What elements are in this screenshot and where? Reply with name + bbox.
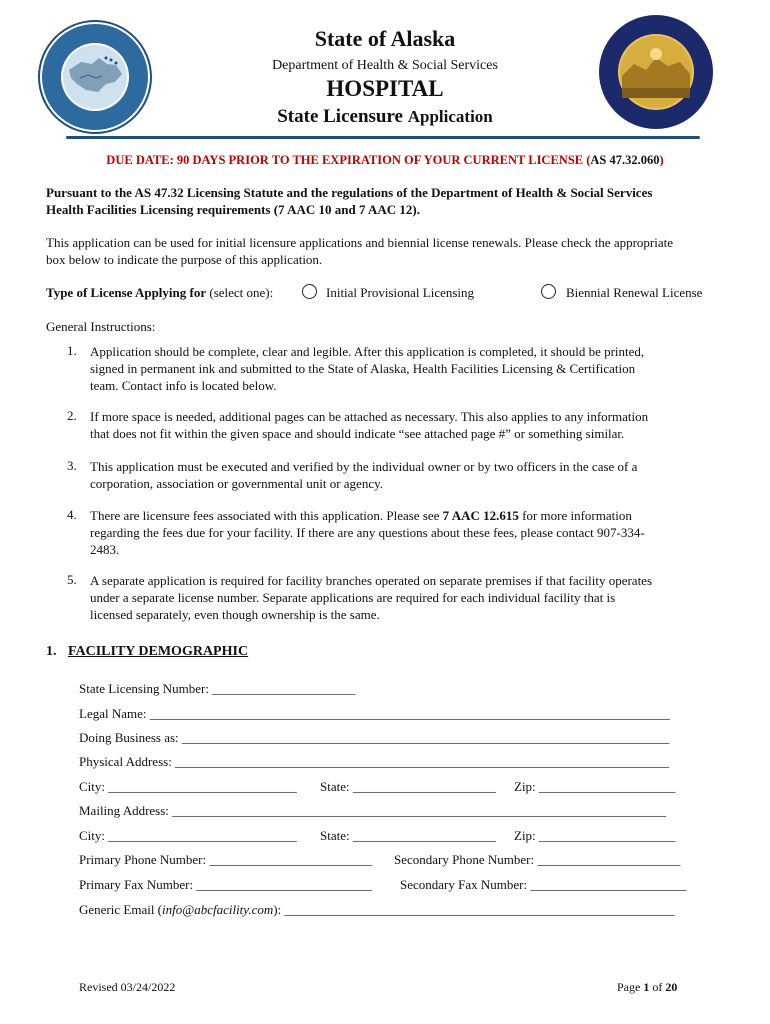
mailing-state-field[interactable]: State: ______________________	[320, 828, 496, 843]
instruction-item	[90, 507, 730, 558]
instruction-line: corporation, association or governmental unit or agency.	[90, 476, 384, 491]
instruction-item	[90, 458, 730, 492]
secondary-phone-field[interactable]: Secondary Phone Number: ______________________	[394, 852, 681, 867]
regulation-reference: 7 AAC 12.615	[442, 508, 519, 523]
intro-paragraph	[46, 234, 726, 268]
state-title: State of Alaska	[314, 26, 456, 51]
physical-city-field[interactable]: City: _____________________________	[79, 779, 297, 794]
mailing-city-field[interactable]: City: _____________________________	[79, 828, 297, 843]
page-total: 20	[665, 980, 678, 994]
primary-fax-field[interactable]: Primary Fax Number: ___________________________	[79, 877, 372, 892]
page-current: 1	[643, 980, 650, 994]
instruction-number: 2.	[67, 408, 77, 423]
due-date-statute: AS 47.32.060	[590, 153, 660, 167]
license-type-suffix: (select one):	[206, 285, 274, 300]
form-title	[0, 106, 770, 128]
instruction-number: 1.	[67, 343, 77, 358]
instruction-line: licensed separately, even though ownership is the same.	[90, 607, 380, 622]
pursuant-line-2: Health Facilities Licensing requirements (7 AAC 10 and 7 AAC 12).	[46, 202, 420, 217]
instruction-line: If more space is needed, additional pages can be attached as necessary. This also applies to any information	[90, 409, 649, 424]
secondary-fax-field[interactable]: Secondary Fax Number: ________________________	[400, 877, 687, 892]
email-underline: ): ____________________________________________________________	[273, 902, 675, 917]
pursuant-line-1: Pursuant to the AS 47.32 Licensing Statute and the regulations of the Department of Health & Social Services	[46, 185, 653, 200]
state-licensing-number-field[interactable]: State Licensing Number: ______________________	[79, 681, 356, 696]
instruction-line: Application should be complete, clear and legible. After this application is completed, it should be printed,	[90, 344, 645, 359]
instruction-item	[90, 343, 730, 394]
instruction-line	[90, 507, 730, 524]
license-type-label	[46, 285, 273, 301]
instruction-line: regarding the fees due for your facility. If there are any questions about these fees, please contact 907-334-	[90, 525, 645, 540]
legal-name-field[interactable]: Legal Name: ________________________________________________________________________________	[79, 706, 670, 721]
instruction-line: A separate application is required for facility branches operated on separate premises if that facility operates	[90, 573, 653, 588]
instruction-text: for more information	[518, 508, 632, 523]
instruction-item	[90, 572, 730, 623]
header-divider	[66, 136, 700, 139]
due-date-close: )	[659, 153, 664, 167]
page-label: Page	[617, 980, 644, 994]
page-of: of	[649, 980, 666, 994]
instruction-line: 2483.	[90, 542, 120, 557]
pursuant-statement	[46, 184, 726, 218]
generic-email-field[interactable]	[79, 902, 674, 918]
instruction-line: signed in permanent ink and submitted to the State of Alaska, Health Facilities Licensing & Certification	[90, 361, 636, 376]
intro-line-1: This application can be used for initial licensure applications and biennial license renewals. Please check the appropriate	[46, 235, 674, 250]
initial-provisional-label: Initial Provisional Licensing	[326, 285, 475, 300]
instruction-line: that does not fit within the given space and should indicate “see attached page #” or something similar.	[90, 426, 625, 441]
initial-provisional-radio[interactable]	[302, 284, 317, 299]
biennial-renewal-label: Biennial Renewal License	[566, 285, 703, 300]
instruction-text: There are licensure fees associated with this application. Please see	[90, 508, 443, 523]
physical-zip-field[interactable]: Zip: _____________________	[514, 779, 676, 794]
biennial-renewal-radio[interactable]	[541, 284, 556, 299]
mailing-zip-field[interactable]: Zip: _____________________	[514, 828, 676, 843]
instruction-item	[90, 408, 730, 442]
license-type-label-text: Type of License Applying for	[46, 285, 207, 300]
revised-date: Revised 03/24/2022	[79, 980, 176, 994]
physical-address-field[interactable]: Physical Address: ____________________________________________________________________________	[79, 754, 670, 769]
section-title: FACILITY DEMOGRAPHIC	[68, 644, 249, 659]
form-title-part2: Application	[407, 107, 493, 126]
instruction-line: This application must be executed and verified by the individual owner or by two officers in the case of a	[90, 459, 638, 474]
primary-phone-field[interactable]: Primary Phone Number: _________________________	[79, 852, 372, 867]
instruction-number: 4.	[67, 507, 77, 522]
department-title: Department of Health & Social Services	[272, 58, 498, 73]
email-example: info@abcfacility.com	[162, 902, 274, 917]
instruction-line: under a separate license number. Separate applications are required for each individual facility that is	[90, 590, 616, 605]
due-date-notice	[0, 153, 770, 168]
intro-line-2: box below to indicate the purpose of this application.	[46, 252, 323, 267]
section-number: 1.	[46, 644, 57, 659]
instruction-number: 3.	[67, 458, 77, 473]
mailing-address-field[interactable]: Mailing Address: ____________________________________________________________________________	[79, 803, 667, 818]
facility-type-title: HOSPITAL	[326, 76, 444, 101]
instructions-heading: General Instructions:	[46, 319, 156, 334]
instruction-line: team. Contact info is located below.	[90, 378, 277, 393]
instruction-number: 5.	[67, 572, 77, 587]
form-title-part1: State Licensure	[277, 106, 403, 127]
page-number	[617, 980, 677, 995]
physical-state-field[interactable]: State: ______________________	[320, 779, 496, 794]
doing-business-as-field[interactable]: Doing Business as: ___________________________________________________________________________	[79, 730, 670, 745]
email-label: Generic Email (	[79, 902, 163, 917]
due-date-text: DUE DATE: 90 DAYS PRIOR TO THE EXPIRATION OF YOUR CURRENT LICENSE (	[106, 153, 591, 167]
